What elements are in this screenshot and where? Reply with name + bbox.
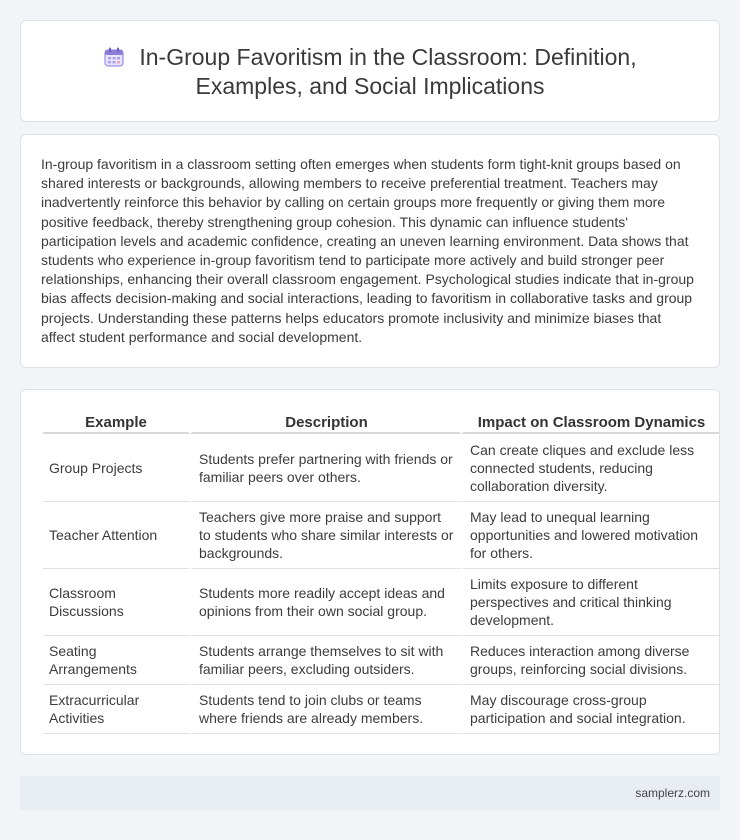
calendar-icon (103, 46, 125, 68)
cell-example: Group Projects (43, 434, 189, 502)
header-example: Example (43, 412, 189, 434)
cell-description: Students prefer partnering with friends or familiar peers over others. (189, 434, 460, 502)
table-card (20, 389, 720, 755)
title-line-1: In-Group Favoritism in the Classroom: Definition, (139, 44, 637, 70)
page-title (21, 43, 719, 101)
cell-impact: Limits exposure to different perspectives and critical thinking development. (460, 569, 719, 636)
examples-table (43, 412, 719, 734)
table-row (43, 502, 719, 569)
cell-impact: Reduces interaction among diverse groups, reinforcing social divisions. (460, 636, 719, 685)
cell-description: Teachers give more praise and support to students who share similar interests or backgrounds. (189, 502, 460, 569)
cell-example: Teacher Attention (43, 502, 189, 569)
header-description: Description (189, 412, 460, 434)
cell-impact: Can create cliques and exclude less connected students, reducing collaboration diversity. (460, 434, 719, 502)
table-row (43, 569, 719, 636)
cell-example: Seating Arrangements (43, 636, 189, 685)
table-row (43, 685, 719, 734)
table-row (43, 636, 719, 685)
intro-card (20, 134, 720, 368)
cell-example: Extracurricular Activities (43, 685, 189, 734)
table-header-row (43, 412, 719, 434)
header-impact: Impact on Classroom Dynamics (460, 412, 719, 434)
cell-impact: May discourage cross-group participation and social integration. (460, 685, 719, 734)
title-line-2: Examples, and Social Implications (195, 73, 545, 99)
footer (20, 776, 720, 810)
cell-example: Classroom Discussions (43, 569, 189, 636)
footer-site-link[interactable]: samplerz.com (635, 786, 710, 800)
cell-description: Students more readily accept ideas and opinions from their own social group. (189, 569, 460, 636)
title-card (20, 20, 720, 122)
cell-description: Students arrange themselves to sit with familiar peers, excluding outsiders. (189, 636, 460, 685)
table-row (43, 434, 719, 502)
cell-description: Students tend to join clubs or teams where friends are already members. (189, 685, 460, 734)
cell-impact: May lead to unequal learning opportunities and lowered motivation for others. (460, 502, 719, 569)
intro-paragraph: In-group favoritism in a classroom setting often emerges when students form tight-knit groups based on shared interests or backgrounds, allowing members to receive preferential treatment. Teachers may inadvertently reinforce this behavior by calling on certain groups more frequently or giving them more positive feedback, thereby strengthening group cohesion. This dynamic can influence students' participation levels and academic confidence, creating an uneven learning environment. Data shows that students who experience in-group favoritism tend to participate more actively and build stronger peer relationships, enhancing their overall classroom engagement. Psychological studies indicate that in-group bias affects decision-making and social interactions, leading to favoritism in collaborative tasks and group projects. Understanding these patterns helps educators promote inclusivity and minimize biases that affect student performance and social development. (41, 156, 694, 345)
